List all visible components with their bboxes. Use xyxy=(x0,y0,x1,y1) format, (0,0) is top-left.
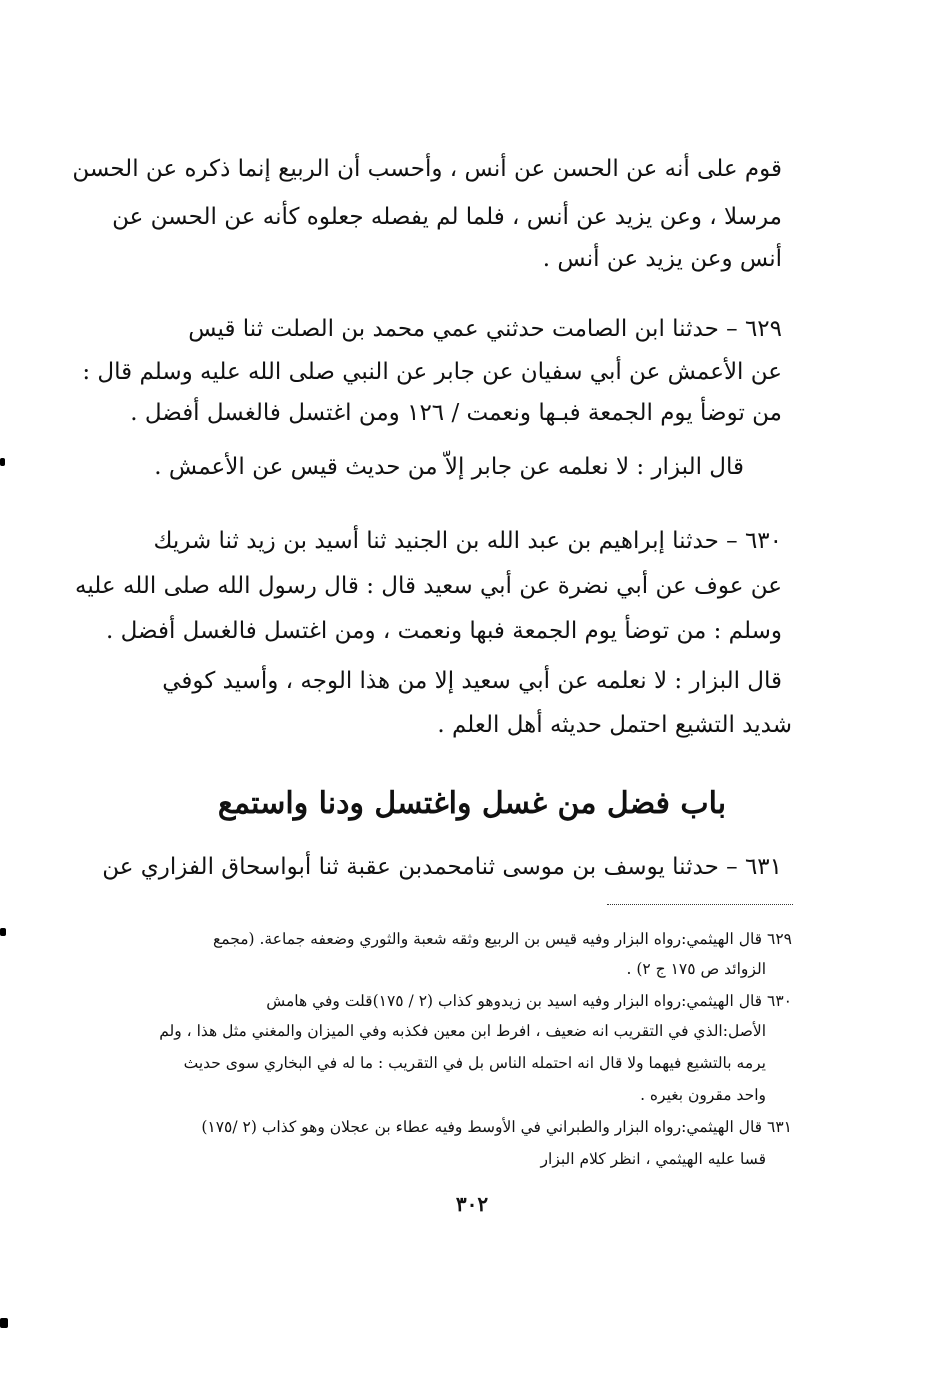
footnote-629-line-1: ٦٢٩ قال الهيثمي:رواه البزار وفيه قيس بن الربيع وثقه شعبة والثوري وضعفه جماعة. (مجمع xyxy=(213,930,792,948)
intro-line-2: مرسلا ، وعن يزيد عن أنس ، فلما لم يفصله جعلوه كأنه عن الحسن عن xyxy=(112,204,782,230)
scan-edge-mark xyxy=(0,1318,8,1328)
hadith-629-line-2: عن الأعمش عن أبي سفيان عن جابر عن النبي صلى الله عليه وسلم قال : xyxy=(82,359,782,385)
footnote-629-line-2: الزوائد ص ١٧٥ ج ٢) . xyxy=(626,960,766,978)
footnote-630-line-1: ٦٣٠ قال الهيثمي:رواه البزار وفيه اسيد بن زيدوهو كذاب (٢ / ١٧٥)قلت وفي هامش xyxy=(266,992,792,1010)
hadith-629-comment: قال البزار : لا نعلمه عن جابر إلاّ من حديث قيس عن الأعمش . xyxy=(154,454,744,480)
hadith-630-comment-line-1: قال البزار : لا نعلمه عن أبي سعيد إلا من هذا الوجه ، وأسيد كوفي xyxy=(162,668,782,694)
footnote-630-line-2: الأصل:الذي في التقريب انه ضعيف ، افرط ابن معين فكذبه وفي الميزان والمغني مثل هذا ، ولم xyxy=(159,1022,766,1040)
chapter-heading: باب فضل من غسل واغتسل ودنا واستمع xyxy=(217,786,727,821)
intro-line-1: قوم على أنه عن الحسن عن أنس ، وأحسب أن الربيع إنما ذكره عن الحسن xyxy=(72,156,782,182)
footnote-630-line-4: واحد مقرون بغيره . xyxy=(640,1086,766,1104)
footnote-separator xyxy=(607,904,793,905)
page-number: ٣٠٢ xyxy=(455,1192,489,1216)
scan-edge-mark xyxy=(0,928,6,936)
footnote-630-line-3: يرمه بالتشيع فيهما ولا قال انه احتمله الناس بل في التقريب : ما له في البخاري سوى حديث xyxy=(183,1054,766,1072)
hadith-629-line-3: من توضأ يوم الجمعة فبـها ونعمت / ١٢٦ ومن اغتسل فالغسل أفضل . xyxy=(130,400,782,426)
intro-line-3: أنس وعن يزيد عن أنس . xyxy=(542,246,782,272)
hadith-630-line-3: وسلم : من توضأ يوم الجمعة فبها ونعمت ، ومن اغتسل فالغسل أفضل . xyxy=(105,618,782,644)
hadith-630-line-2: عن عوف عن أبي نضرة عن أبي سعيد قال : قال رسول الله صلى الله عليه xyxy=(75,573,782,599)
hadith-630-comment-line-2: شديد التشيع احتمل حديثه أهل العلم . xyxy=(437,712,792,738)
hadith-631-line-1: ٦٣١ – حدثنا يوسف بن موسى ثنامحمدبن عقبة ثنا أبواسحاق الفزاري عن xyxy=(102,854,782,880)
footnote-631-line-2: قسا عليه الهيثمي ، انظر كلام البزار xyxy=(540,1150,766,1168)
hadith-629-line-1: ٦٢٩ – حدثنا ابن الصامت حدثني عمي محمد بن الصلت ثنا قيس xyxy=(188,316,782,342)
footnote-631-line-1: ٦٣١ قال الهيثمي:رواه البزار والطبراني في الأوسط وفيه عطاء بن عجلان وهو كذاب (٢ /١٧٥) xyxy=(201,1118,792,1136)
scan-edge-mark xyxy=(0,458,5,466)
hadith-630-line-1: ٦٣٠ – حدثنا إبراهيم بن عبد الله بن الجنيد ثنا أسيد بن زيد ثنا شريك xyxy=(153,528,782,554)
